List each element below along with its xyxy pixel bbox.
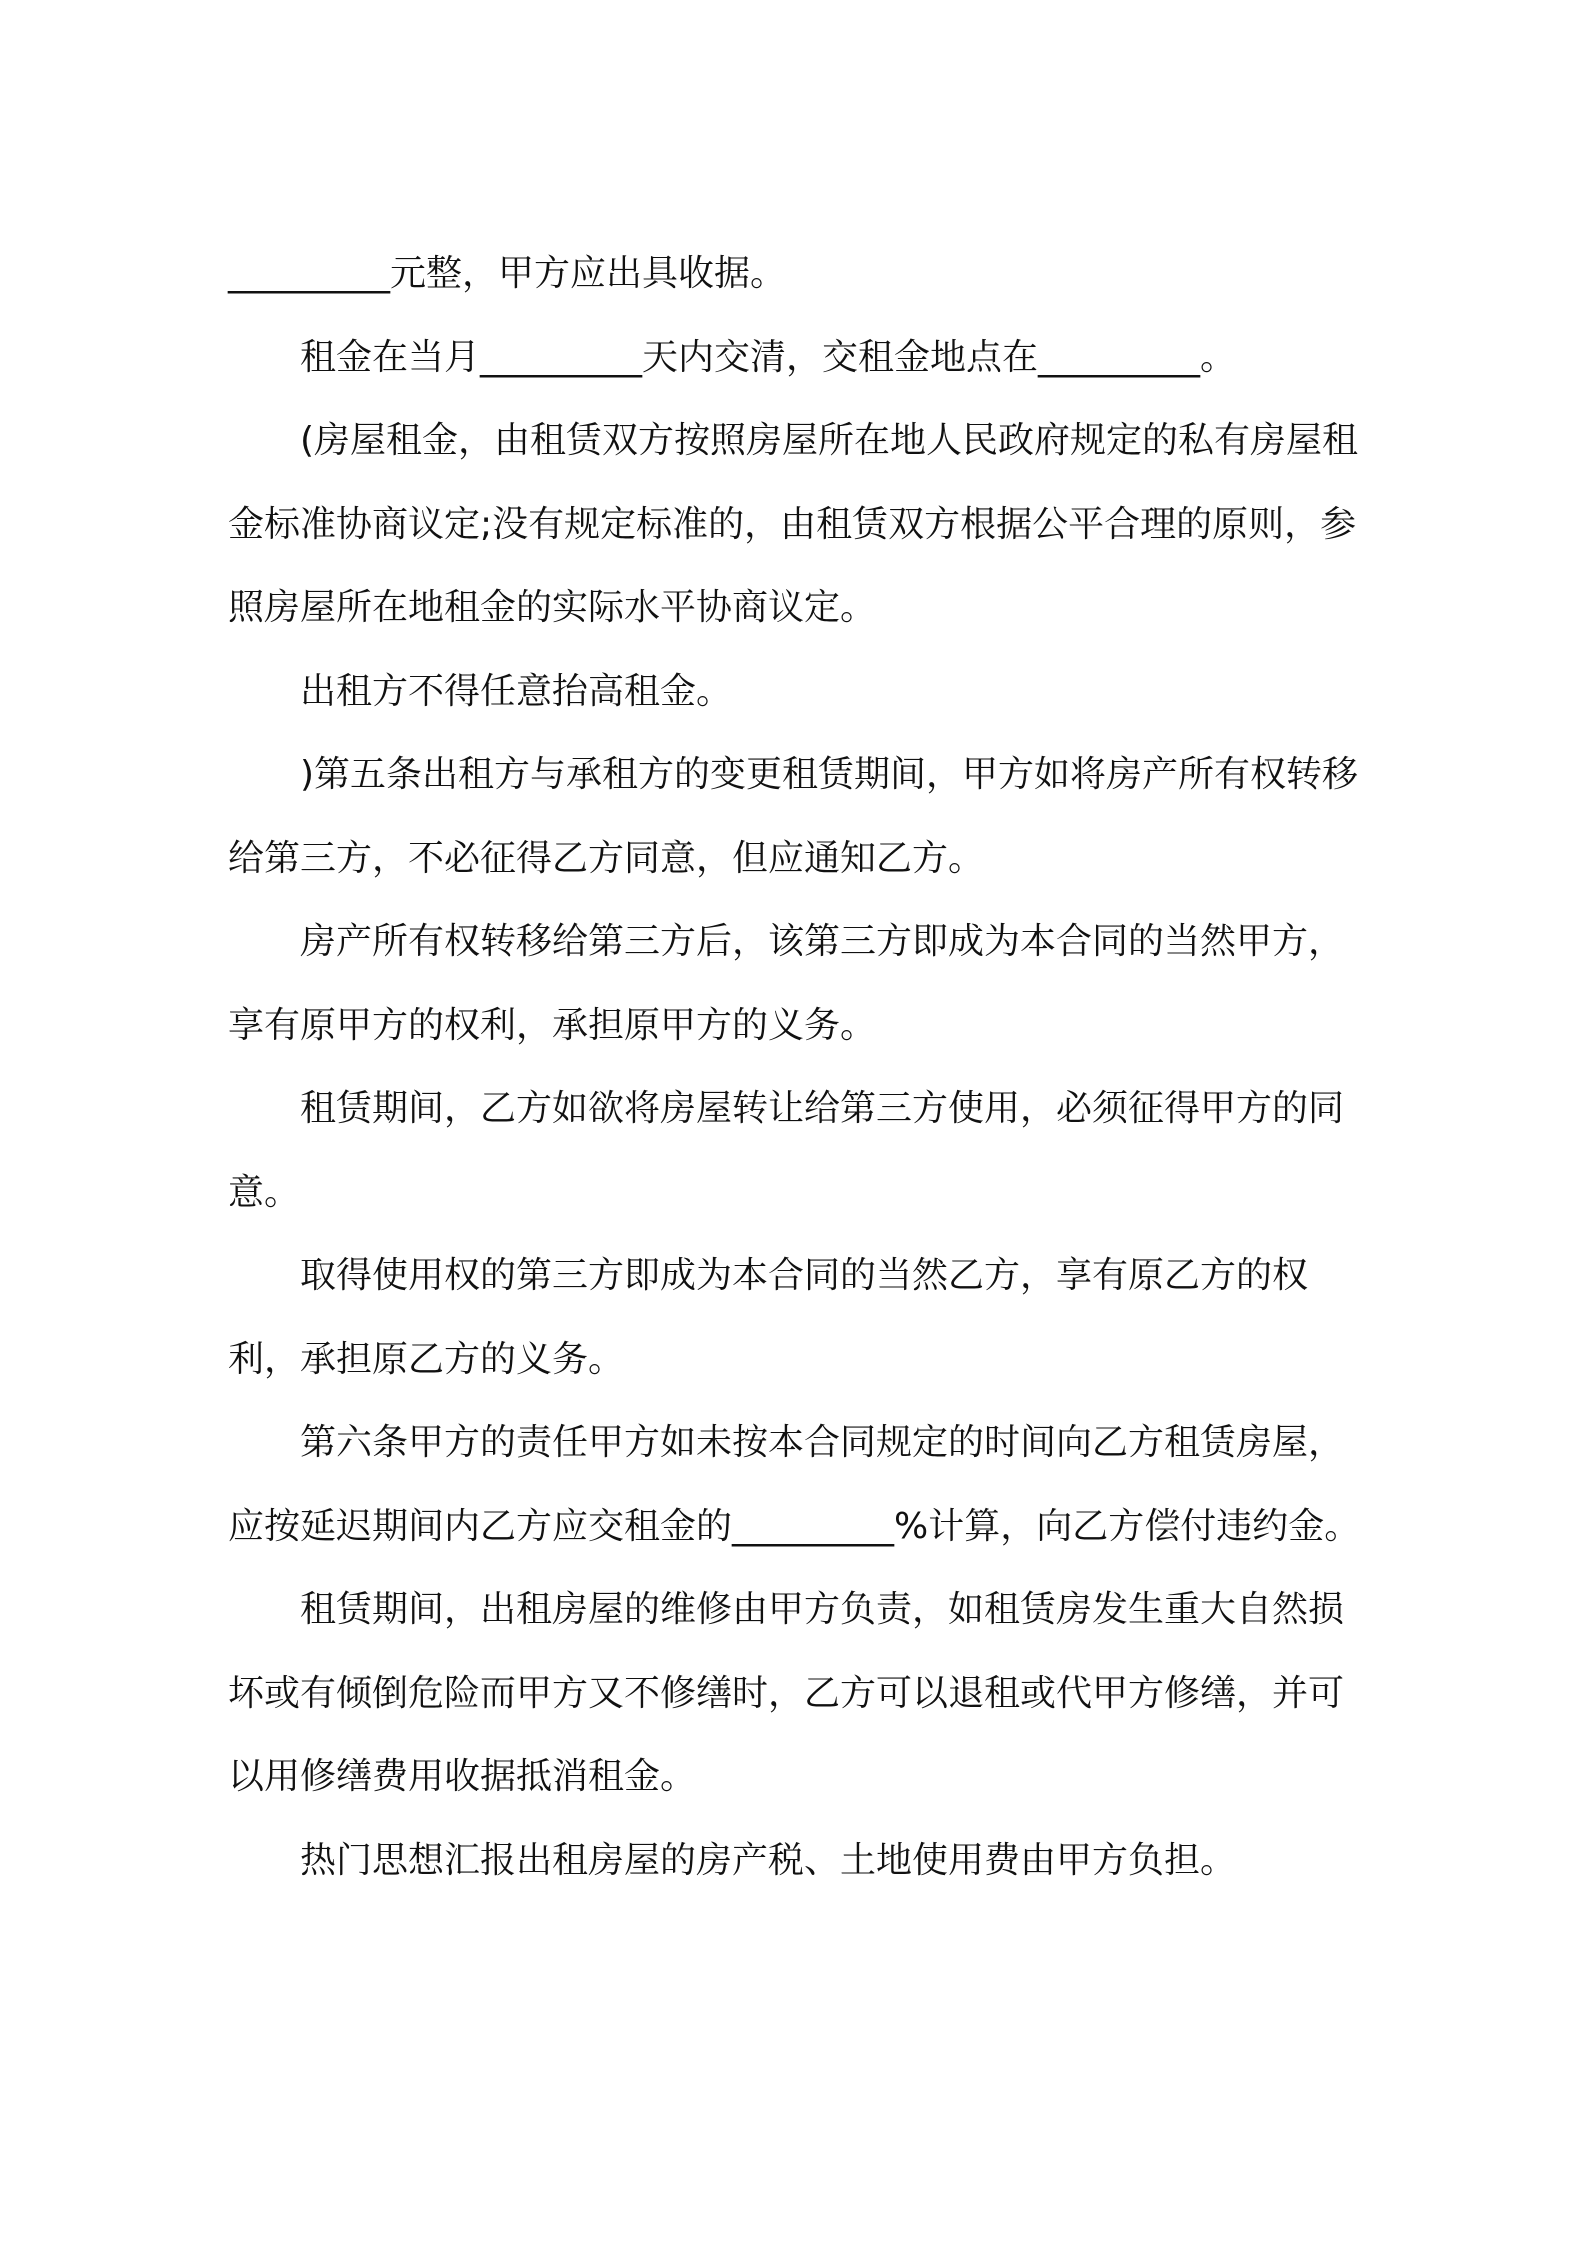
document-body [228, 232, 1368, 1902]
paragraph-10: 租赁期间，出租房屋的维修由甲方负责，如租赁房发生重大自然损坏或有倾倒危险而甲方又不修缮时，乙方可以退租或代甲方修缮，并可以用修缮费用收据抵消租金。 [228, 1589, 1345, 1797]
paragraph-11: 热门思想汇报出租房屋的房产税、土地使用费由甲方负担。 [300, 1839, 1237, 1881]
paragraph-3: (房屋租金，由租赁双方按照房屋所在地人民政府规定的私有房屋租金标准协商议定;没有规定标准的，由租赁双方根据公平合理的原则，参照房屋所在地租金的实际水平协商议定。 [228, 420, 1359, 628]
paragraph-1: _________元整，甲方应出具收据。 [228, 253, 787, 294]
paragraph-4: 出租方不得任意抬高租金。 [300, 670, 733, 712]
paragraph-5: )第五条出租方与承租方的变更租赁期间，甲方如将房产所有权转移给第三方，不必征得乙方同意，但应通知乙方。 [228, 754, 1359, 879]
paragraph-2: 租金在当月_________天内交清，交租金地点在_________。 [300, 336, 1237, 378]
paragraph-8: 取得使用权的第三方即成为本合同的当然乙方，享有原乙方的权利，承担原乙方的义务。 [228, 1255, 1309, 1380]
paragraph-7: 租赁期间，乙方如欲将房屋转让给第三方使用，必须征得甲方的同意。 [228, 1088, 1345, 1213]
paragraph-6: 房产所有权转移给第三方后，该第三方即成为本合同的当然甲方，享有原甲方的权利，承担原甲方的义务。 [228, 921, 1345, 1046]
paragraph-9: 第六条甲方的责任甲方如未按本合同规定的时间向乙方租赁房屋，应按延迟期间内乙方应交租金的_________%计算，向乙方偿付违约金。 [228, 1422, 1361, 1547]
